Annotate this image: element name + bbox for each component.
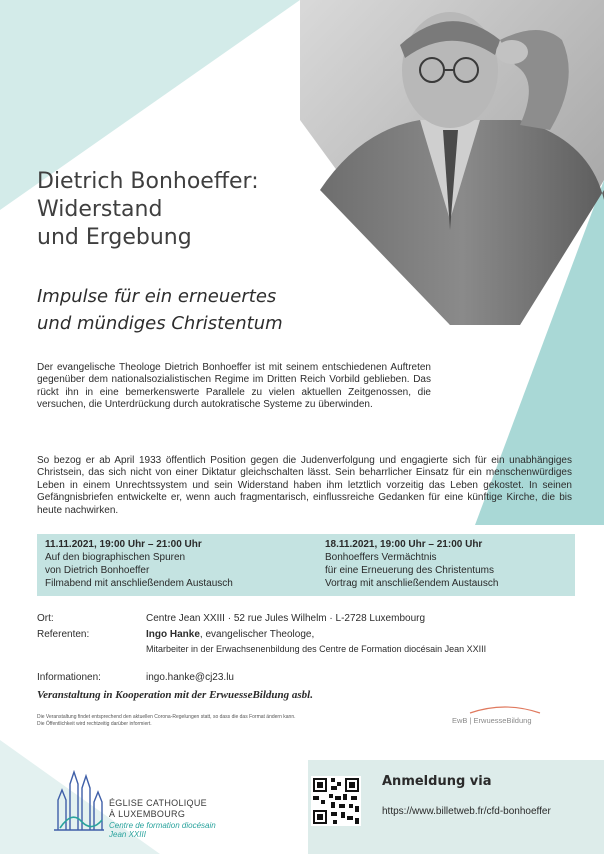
title-line-1: Dietrich Bonhoeffer: — [37, 169, 259, 194]
cooperation-note: Veranstaltung in Kooperation mit der ErwuesseBildung asbl. — [37, 689, 313, 701]
history-paragraph: So bezog er ab April 1933 öffentlich Position gegen die Judenverfolgung und engagierte sich für ein unabhängiges Christsein, das sich nicht von einer Diktatur gleichschalten lässt. Sein beharrlicher Einsatz für ein menschenwürdiges Leben in einem Unrechtssystem und sein Widerstand haben ihm letztlich vorzeitig das Leben gekostet. In seinen Gefängnisbriefen entwickelte er, wenn auch fragmentarisch, einflussreiche Gedanken für eine künftige Kirche, die bis heute nachwirken. — [37, 455, 572, 516]
event-line: Vortrag mit anschließendem Austausch — [325, 578, 499, 589]
location-value: Centre Jean XXIII · 52 rue Jules Wilhelm · L-2728 Luxembourg — [146, 613, 426, 624]
event-line: für eine Erneuerung des Christentums — [325, 565, 494, 576]
speaker-role: , evangelischer Theologe, — [199, 629, 315, 640]
intro-paragraph: Der evangelische Theologe Dietrich Bonhoeffer ist mit seinem entschiedenen Auftreten gegenüber dem nationalsozialistischen Regime im Dritten Reich Vorbild geblieben. Das rückt ihn in eine bemerkenswerte Parallele zu vielen aktuellen Zeitgenossen, die versuchen, die Unterdrückung durch autokratische Systeme zu überwinden. — [37, 362, 431, 411]
ewb-logo-icon — [460, 703, 550, 715]
subtitle-line-2: und mündiges Christentum — [37, 313, 283, 334]
contact-email-link[interactable]: ingo.hanke@cj23.lu — [146, 672, 234, 683]
event-date: 18.11.2021, 19:00 Uhr – 21:00 Uhr — [325, 539, 483, 550]
event-line: Bonhoeffers Vermächtnis — [325, 552, 437, 563]
speaker-line-2: Mitarbeiter in der Erwachsenenbildung des Centre de Formation diocésain Jean XXIII — [146, 644, 487, 654]
speakers-label: Referenten: — [37, 629, 90, 640]
event-line: Auf den biographischen Spuren — [45, 552, 186, 563]
information-label: Informationen: — [37, 672, 101, 683]
portrait-photo — [300, 0, 604, 325]
event-line: von Dietrich Bonhoeffer — [45, 565, 150, 576]
title-line-3: und Ergebung — [37, 225, 192, 250]
speaker-name: Ingo Hanke — [146, 629, 200, 640]
subtitle-line-1: Impulse für ein erneuertes — [37, 286, 277, 307]
title-line-2: Widerstand — [37, 197, 163, 222]
org-name-line-1: ÉGLISE CATHOLIQUE — [109, 798, 207, 808]
event-card-1 — [37, 534, 317, 596]
page-subtitle — [37, 283, 283, 337]
org-name-line-2: À LUXEMBOURG — [109, 809, 186, 819]
fineprint-line: Die Veranstaltung findet entsprechend den aktuellen Corona-Regelungen statt, so dass die das Format ändern kann. — [37, 714, 296, 720]
event-card-2 — [317, 534, 575, 596]
event-line: Filmabend mit anschließendem Austausch — [45, 578, 233, 589]
page-title — [37, 168, 259, 252]
fineprint-line: Die Öffentlichkeit wird rechtzeitig darüber informiert. — [37, 721, 152, 727]
qr-code-icon[interactable] — [311, 776, 361, 826]
event-date: 11.11.2021, 19:00 Uhr – 21:00 Uhr — [45, 539, 202, 550]
org-name-line-3: Centre de formation diocésain — [109, 821, 216, 830]
registration-title: Anmeldung via — [382, 774, 492, 789]
partner-logo-text: EwB | ErwuesseBildung — [452, 716, 532, 725]
location-label: Ort: — [37, 613, 54, 624]
org-name-line-4: Jean XXIII — [109, 830, 146, 839]
church-logo-icon — [52, 770, 104, 832]
registration-link[interactable]: https://www.billetweb.fr/cfd-bonhoeffer — [382, 806, 551, 817]
speaker-line-1 — [146, 629, 314, 640]
